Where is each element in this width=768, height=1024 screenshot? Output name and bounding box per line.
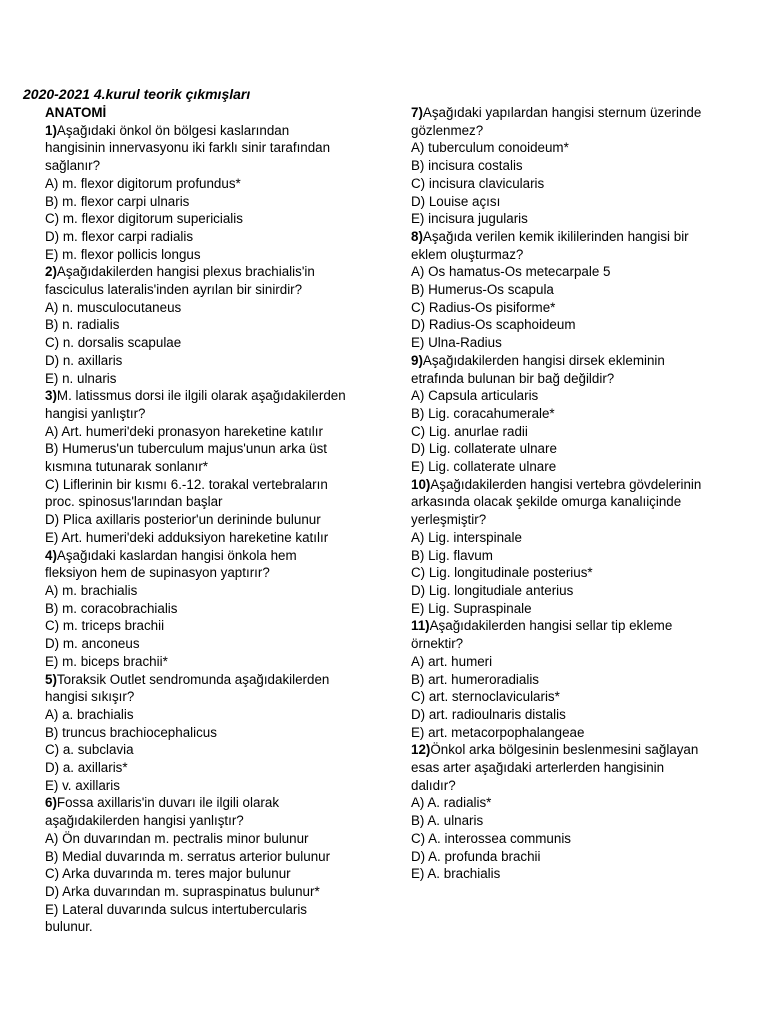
answer-option: C) incisura clavicularis	[411, 175, 545, 191]
answer-option: E) Art. humeri'deki adduksiyon hareketine katılır	[45, 529, 329, 545]
question-text-line	[411, 741, 741, 759]
question-4	[45, 547, 385, 671]
question-text: Aşağıdaki kaslardan hangisi önkola hem	[56, 547, 297, 563]
question-text-line	[411, 777, 741, 795]
answer-option: B) Lig. coracahumerale*	[411, 405, 555, 421]
question-2	[45, 263, 385, 387]
question-text: arkasında olacak şekilde omurga kanalıiçinde	[411, 494, 682, 510]
answer-option: A) Lig. interspinale	[411, 529, 522, 545]
section-heading: ANATOMİ	[45, 105, 107, 120]
answer-option: A) Ön duvarından m. pectralis minor bulunur	[45, 830, 309, 846]
question-7	[411, 104, 741, 228]
answer-option: D) Lig. longitudiale anterius	[411, 582, 574, 598]
question-text: Aşağıda verilen kemik ikililerinden hangisi bir	[422, 228, 689, 244]
answer-option: E) n. ulnaris	[45, 370, 117, 386]
question-text: yerleşmiştir?	[411, 512, 487, 528]
question-text-line	[45, 671, 385, 689]
question-text-line	[45, 688, 385, 706]
question-text-line	[411, 759, 741, 777]
answer-option: D) a. axillaris*	[45, 760, 128, 776]
question-text-line	[45, 564, 385, 582]
question-1	[45, 122, 385, 264]
question-number: 4)	[45, 547, 57, 563]
question-text: dalıdır?	[411, 777, 456, 793]
question-number: 9)	[411, 352, 423, 368]
answer-option: A) A. radialis*	[411, 795, 492, 811]
answer-option: E) Lig. collaterate ulnare	[411, 459, 557, 475]
answer-option: A) Os hamatus-Os metecarpale 5	[411, 264, 611, 280]
question-text-line	[45, 812, 385, 830]
answer-option: C) Lig. anurlae radii	[411, 423, 528, 439]
question-text-line	[45, 794, 385, 812]
answer-option: E) Lig. Supraspinale	[411, 600, 532, 616]
question-5	[45, 671, 385, 795]
answer-option: A) tuberculum conoideum*	[411, 140, 569, 156]
question-text: fasciculus lateralis'inden ayrılan bir sinirdir?	[45, 282, 303, 298]
question-text-line	[411, 104, 741, 122]
question-text-line	[411, 476, 741, 494]
question-text-line	[45, 281, 385, 299]
answer-option: D) Arka duvarından m. supraspinatus bulunur*	[45, 883, 320, 899]
question-3	[45, 387, 385, 546]
question-text-line	[411, 352, 741, 370]
answer-option: D) m. anconeus	[45, 636, 140, 652]
question-number: 5)	[45, 671, 57, 687]
question-text-line	[411, 511, 741, 529]
question-text-line	[411, 493, 741, 511]
right-column	[411, 104, 741, 883]
question-8	[411, 228, 741, 352]
question-text: Aşağıdakilerden hangisi plexus brachialis'in	[56, 264, 315, 280]
question-text-line	[411, 122, 741, 140]
left-column	[45, 104, 385, 936]
question-text: Aşağıdaki önkol ön bölgesi kaslarından	[56, 122, 290, 138]
answer-option: D) m. flexor carpi radialis	[45, 228, 194, 244]
answer-option: C) Liflerinin bir kısmı 6.-12. torakal vertebraların	[45, 476, 328, 492]
question-text: Aşağıdakilerden hangisi sellar tip ekleme	[429, 618, 673, 634]
question-text: M. latissmus dorsi ile ilgili olarak aşağıdakilerden	[56, 388, 346, 404]
answer-option: C) A. interossea communis	[411, 830, 572, 846]
question-text: etrafında bulunan bir bağ değildir?	[411, 370, 615, 386]
answer-option: B) incisura costalis	[411, 158, 523, 174]
question-text-line	[411, 617, 741, 635]
question-text-line	[45, 405, 385, 423]
answer-option: A) Art. humeri'deki pronasyon hareketine katılır	[45, 423, 323, 439]
answer-option: C) n. dorsalis scapulae	[45, 335, 182, 351]
question-text-line	[411, 228, 741, 246]
answer-option: E) Ulna-Radius	[411, 335, 502, 351]
question-text: esas arter aşağıdaki arterlerden hangisinin	[411, 760, 665, 776]
question-text: Önkol arka bölgesinin beslenmesini sağlayan	[430, 742, 699, 758]
answer-option: D) art. radioulnaris distalis	[411, 706, 566, 722]
question-text: örnektir?	[411, 636, 464, 652]
answer-option: E) Lateral duvarında sulcus intertubercularis	[45, 901, 307, 917]
answer-option: C) Radius-Os pisiforme*	[411, 299, 556, 315]
answer-option: A) Capsula articularis	[411, 388, 539, 404]
question-number: 3)	[45, 388, 57, 404]
answer-option: B) A. ulnaris	[411, 813, 484, 829]
answer-option: D) Plica axillaris posterior'un derininde bulunur	[45, 512, 321, 528]
question-text-line	[45, 122, 385, 140]
answer-option: B) Lig. flavum	[411, 547, 493, 563]
answer-option: D) Louise açısı	[411, 193, 501, 209]
question-text: gözlenmez?	[411, 122, 484, 138]
answer-option: B) truncus brachiocephalicus	[45, 724, 217, 740]
answer-option: proc. spinosus'larından başlar	[45, 494, 223, 510]
question-number: 11)	[411, 618, 430, 634]
question-number: 2)	[45, 264, 57, 280]
question-text: Fossa axillaris'in duvarı ile ilgili olarak	[56, 795, 280, 811]
answer-option: A) m. brachialis	[45, 582, 138, 598]
question-12	[411, 741, 741, 883]
question-text-line	[411, 246, 741, 264]
question-11	[411, 617, 741, 741]
question-number: 1)	[45, 122, 57, 138]
answer-option: C) art. sternoclavicularis*	[411, 689, 560, 705]
answer-option: B) m. flexor carpi ulnaris	[45, 193, 190, 209]
answer-option: E) incisura jugularis	[411, 211, 528, 227]
answer-option: kısmına tutunarak sonlanır*	[45, 459, 209, 475]
question-text-line	[45, 157, 385, 175]
answer-option: B) n. radialis	[45, 317, 120, 333]
answer-option: A) n. musculocutaneus	[45, 299, 182, 315]
answer-option: A) m. flexor digitorum profundus*	[45, 175, 241, 191]
question-text: fleksiyon hem de supinasyon yaptırır?	[45, 565, 270, 581]
question-number: 10)	[411, 476, 431, 492]
question-text: aşağıdakilerden hangisi yanlıştır?	[45, 813, 244, 829]
answer-option: B) Humerus-Os scapula	[411, 282, 554, 298]
answer-option: B) art. humeroradialis	[411, 671, 540, 687]
question-text-line	[45, 263, 385, 281]
question-text: hangisi yanlıştır?	[45, 405, 146, 421]
question-number: 6)	[45, 795, 57, 811]
question-text: Toraksik Outlet sendromunda aşağıdakilerden	[56, 671, 330, 687]
question-text: Aşağıdakilerden hangisi vertebra gövdelerinin	[430, 476, 702, 492]
question-6	[45, 794, 385, 936]
answer-option: E) m. biceps brachii*	[45, 653, 168, 669]
question-text-line	[45, 387, 385, 405]
answer-option: D) n. axillaris	[45, 352, 123, 368]
answer-option: B) m. coracobrachialis	[45, 600, 178, 616]
question-text: hangisi sıkışır?	[45, 689, 135, 705]
question-number: 8)	[411, 228, 423, 244]
answer-option: C) m. triceps brachii	[45, 618, 165, 634]
answer-option: C) m. flexor digitorum supericialis	[45, 211, 243, 227]
answer-option: D) Radius-Os scaphoideum	[411, 317, 576, 333]
question-text: Aşağıdaki yapılardan hangisi sternum üzerinde	[422, 105, 702, 120]
question-text: sağlanır?	[45, 158, 101, 174]
answer-option: E) v. axillaris	[45, 777, 120, 793]
question-text-line	[45, 139, 385, 157]
answer-option: E) A. brachialis	[411, 866, 501, 882]
question-text-line	[45, 547, 385, 565]
answer-option: C) a. subclavia	[45, 742, 134, 758]
answer-option: C) Lig. longitudinale posterius*	[411, 565, 593, 581]
question-9	[411, 352, 741, 476]
question-number: 7)	[411, 105, 423, 120]
answer-option: E) m. flexor pollicis longus	[45, 246, 201, 262]
question-10	[411, 476, 741, 618]
question-text-line	[411, 635, 741, 653]
question-text: eklem oluşturmaz?	[411, 246, 524, 262]
answer-option: B) Medial duvarında m. serratus arterior bulunur	[45, 848, 331, 864]
question-text: Aşağıdakilerden hangisi dirsek ekleminin	[422, 352, 665, 368]
answer-option: C) Arka duvarında m. teres major bulunur	[45, 866, 291, 882]
question-text: hangisinin innervasyonu iki farklı sinir tarafından	[45, 140, 331, 156]
question-text-line	[411, 370, 741, 388]
question-number: 12)	[411, 742, 431, 758]
answer-option: E) art. metacorpophalangeae	[411, 724, 585, 740]
answer-option: bulunur.	[45, 919, 93, 935]
answer-option: A) a. brachialis	[45, 706, 134, 722]
answer-option: A) art. humeri	[411, 653, 493, 669]
answer-option: D) A. profunda brachii	[411, 848, 541, 864]
answer-option: D) Lig. collaterate ulnare	[411, 441, 557, 457]
document-title: 2020-2021 4.kurul teorik çıkmışları	[23, 86, 251, 102]
answer-option: B) Humerus'un tuberculum majus'unun arka üst	[45, 441, 327, 457]
